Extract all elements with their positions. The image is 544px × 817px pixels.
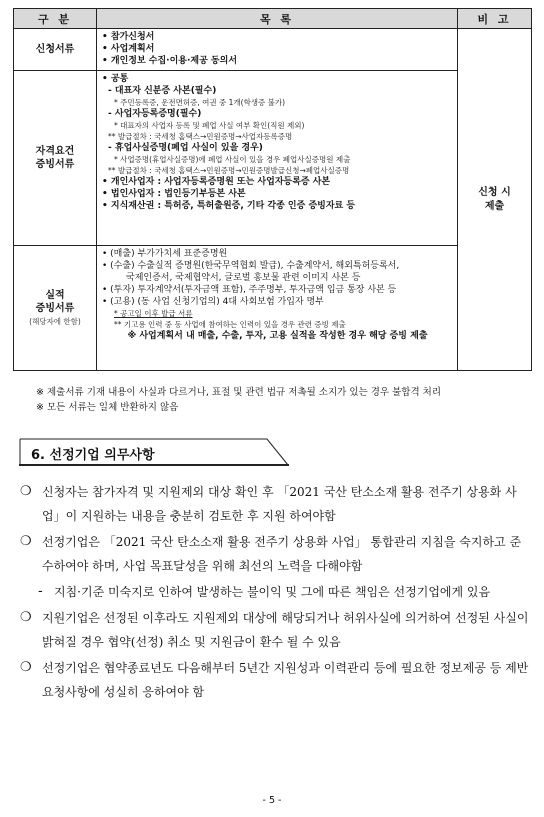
category-label: 증빙서류 [35,302,75,314]
item-line: • 개인사업자 : 사업자등록증명원 또는 사업자등록증 사본 [102,177,331,187]
item-line: • (투자) 투자계약서(투자금액 표함), 주주명부, 투자금액 입금 통장 사본 등 [102,285,397,295]
item-line: ※ 사업계획서 내 매출, 수출, 투자, 고용 실적을 작성한 경우 해당 증빙 제출 [127,331,428,341]
remarks-line: 신청 시 [478,186,511,198]
item-line: • 공통 [102,74,129,84]
table-notes [36,385,441,415]
obligation-paragraph [20,530,530,578]
table-row [14,246,532,371]
item-line: * 사업증명(휴업사실증명)에 폐업 사실이 있을 경우 폐업사실증명원 제출 [114,155,351,164]
header-remarks: 비 고 [458,9,532,29]
item-line: 국제인증서, 국제협약서, 글로벌 홍보물 관련 이미지 사본 등 [126,273,361,283]
item-line: * 공고일 이후 발급 서류 [114,309,193,318]
item-line: • 법인사업자 : 법인등기부등본 사본 [102,189,246,199]
table-row [14,29,532,71]
paragraph-text: 지원기업은 선정된 이후라도 지원제외 대상에 해당되거나 허위사실에 의거하여 선정된 사실이 밝혀질 경우 협약(선정) 취소 및 지원금이 환수 될 수 있음 [42,611,529,649]
item-line: • 지식재산권 : 특허증, 특허출원증, 기타 각종 인증 증빙자료 등 [102,201,356,211]
items-cell [97,246,458,371]
circle-bullet-icon: ❍ [20,660,32,675]
category-label: 신청서류 [35,44,75,55]
required-documents-table [13,8,532,371]
paragraph-text: 지침·기준 미숙지로 인하여 발생하는 불이익 및 그에 따른 책임은 선정기업에게 있음 [54,585,491,599]
item-line: - 대표자 신분증 사본(필수) [108,86,217,96]
circle-bullet-icon: ❍ [20,484,32,499]
circle-bullet-icon: ❍ [20,534,32,549]
section-heading [19,438,289,466]
items-cell [97,29,458,71]
item-line: ** 기고용 인력 중 동 사업에 참여하는 인력이 있을 경우 관련 증빙 제출 [114,320,346,329]
items-cell [97,71,458,246]
category-cell [14,29,97,71]
dash-bullet: - [38,584,43,599]
header-category: 구 분 [14,9,97,29]
obligation-paragraph [20,580,530,604]
category-cell [14,71,97,246]
category-label: 증빙서류 [35,159,75,170]
item-line: • (수출) 수출실적 증명원(한국무역협회 발급), 수출계약서, 해외특허등록서, [102,261,400,271]
item-line: * 대표자의 사업자 등록 및 폐업 사실 여부 확인(직원 제외) [114,121,305,130]
item-line: • (고용) (동 사업 신청기업의) 4대 사회보험 가입자 명부 [102,297,324,307]
category-label: 실적 [45,289,65,301]
table-row [14,71,532,246]
table-header-row [14,9,532,29]
item-line: * 주민등록증, 운전면허증, 여권 중 1개(학생증 불가) [114,98,286,107]
item-line: • 참가신청서 [102,32,155,42]
item-line: • 개인정보 수집·이용·제공 동의서 [102,56,238,66]
category-sub-label: (해당자에 한함) [29,316,81,326]
remarks-cell [458,29,532,371]
header-items: 목 록 [97,9,458,29]
paragraph-text: 선정기업은 협약종료년도 다음해부터 5년간 지원성과 이력관리 등에 필요한 정보제공 등 제반 요청사항에 성실히 응하여야 함 [42,661,529,699]
obligation-paragraph [20,656,530,704]
category-cell [14,246,97,371]
item-line: ** 발급절차 : 국세청 홈택스→민원증명→사업자등록증명 [108,132,293,141]
obligation-paragraph [20,606,530,654]
item-line: • 사업계획서 [102,44,155,54]
remarks-line: 제출 [484,200,505,212]
paragraph-text: 신청자는 참가자격 및 지원제외 대상 확인 후 「2021 국산 탄소소재 활용 전주기 상용화 사업」이 지원하는 내용을 충분히 검토한 후 지원 하여야함 [42,485,517,523]
item-line: - 사업자등록증명(필수) [108,109,202,119]
page-number: - 5 - [262,795,282,806]
obligations-body [20,480,530,706]
item-line: • (매출) 부가가치세 표준증명원 [102,249,228,259]
section-title: 6. 선정기업 의무사항 [31,448,155,463]
category-label: 자격요건 [35,146,75,157]
note-line: ※ 제출서류 기재 내용이 사실과 다르거나, 표절 및 관련 법규 저촉될 소지가 있는 경우 불합격 처리 [36,387,442,398]
item-line: - 휴업사실증명(폐업 사실이 있을 경우) [108,143,263,153]
note-line: ※ 모든 서류는 일체 반환하지 않음 [36,402,179,413]
circle-bullet-icon: ❍ [20,610,32,625]
item-line: ** 발급절차 : 국세청 홈택스→민원증명→민원증명발급신청→폐업사실증명 [108,166,350,175]
paragraph-text: 선정기업은 「2021 국산 탄소소재 활용 전주기 상용화 사업」 통합관리 지침을 숙지하고 준수하여야 하며, 사업 목표달성을 위해 최선의 노력을 다해야함 [42,535,522,573]
obligation-paragraph [20,480,530,528]
